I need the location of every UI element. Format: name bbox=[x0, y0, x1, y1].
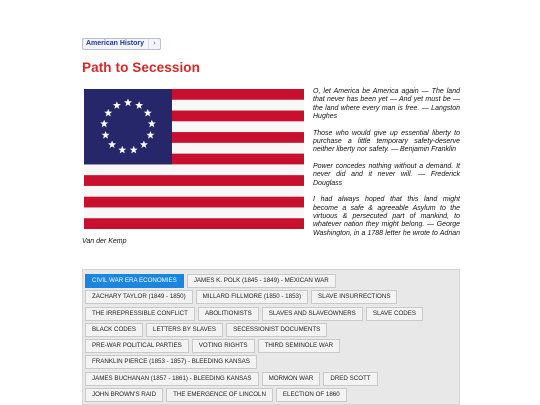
quote-langston-hughes: O, let America be America again — The land that never has been yet — And yet must be — the land where every man is free. — Langston Hughes bbox=[313, 88, 460, 120]
tag-button-the-irrepressible-conflict[interactable]: THE IRREPRESSIBLE CONFLICT bbox=[85, 307, 195, 321]
tag-button-election-of-1860[interactable]: ELECTION OF 1860 bbox=[276, 388, 347, 402]
tag-row bbox=[85, 339, 459, 352]
topic-tags-panel bbox=[82, 269, 460, 405]
tag-button-zachary-taylor-1849-1850[interactable]: ZACHARY TAYLOR (1849 - 1850) bbox=[85, 290, 193, 304]
tag-button-abolitionists[interactable]: ABOLITIONISTS bbox=[198, 307, 259, 321]
page-title: Path to Secession bbox=[82, 60, 200, 75]
tag-button-black-codes[interactable]: BLACK CODES bbox=[85, 323, 143, 337]
tag-button-john-brown-s-raid[interactable]: JOHN BROWN'S RAID bbox=[85, 388, 163, 402]
tag-button-millard-fillmore-1850-1853[interactable]: MILLARD FILLMORE (1850 - 1853) bbox=[196, 290, 308, 304]
chevron-right-icon[interactable]: › bbox=[148, 39, 160, 49]
tag-button-the-emergence-of-lincoln[interactable]: THE EMERGENCE OF LINCOLN bbox=[166, 388, 273, 402]
tag-button-slaves-and-slaveowners[interactable]: SLAVES AND SLAVEOWNERS bbox=[262, 307, 363, 321]
tag-row bbox=[85, 388, 459, 401]
breadcrumb-american-history-link[interactable]: American History bbox=[86, 40, 144, 47]
tag-row bbox=[85, 274, 459, 287]
tag-button-james-k-polk-1845-1849-mexican-war[interactable]: JAMES K. POLK (1845 - 1849) - MEXICAN WAR bbox=[187, 274, 336, 288]
tag-row bbox=[85, 323, 459, 336]
tag-button-james-buchanan-1857-1861-bleeding-kansas[interactable]: JAMES BUCHANAN (1857 - 1861) - BLEEDING KANSAS bbox=[85, 372, 259, 386]
tag-button-mormon-war[interactable]: MORMON WAR bbox=[262, 372, 321, 386]
betsy-ross-flag-image bbox=[84, 89, 304, 229]
tag-button-slave-insurrections[interactable]: SLAVE INSURRECTIONS bbox=[311, 290, 397, 304]
tag-button-dred-scott[interactable]: DRED SCOTT bbox=[323, 372, 377, 386]
tag-button-voting-rights[interactable]: VOTING RIGHTS bbox=[192, 339, 255, 353]
quote-benjamin-franklin: Those who would give up essential liberty to purchase a little temporary safety-deserve neither liberty nor safety. — Benjamin Franklin bbox=[313, 129, 460, 154]
tag-row bbox=[85, 355, 459, 368]
tag-row bbox=[85, 372, 459, 385]
tag-row bbox=[85, 307, 459, 320]
tag-button-letters-by-slaves[interactable]: LETTERS BY SLAVES bbox=[146, 323, 223, 337]
quote-frederick-douglass: Power concedes nothing without a demand. It never did and it never will. — Frederick Douglass bbox=[313, 163, 460, 187]
tag-button-third-seminole-war[interactable]: THIRD SEMINOLE WAR bbox=[258, 339, 341, 353]
tag-row bbox=[85, 290, 459, 303]
tag-button-civil-war-era-economies[interactable]: CIVIL WAR ERA ECONOMIES bbox=[85, 274, 184, 288]
breadcrumb[interactable] bbox=[82, 38, 161, 50]
tag-button-pre-war-political-parties[interactable]: PRE-WAR POLITICAL PARTIES bbox=[85, 339, 189, 353]
tag-button-slave-codes[interactable]: SLAVE CODES bbox=[366, 307, 423, 321]
tag-button-secessionist-documents[interactable]: SECESSIONIST DOCUMENTS bbox=[226, 323, 327, 337]
quote-george-washington: I had always hoped that this land might become a safe & agreeable Asylum to the virtuous & persecuted part of mankind, to whatever nation they might belong. — George Washington, in a 1788 letter he wrote to Adrian Van der Kemp bbox=[82, 196, 460, 245]
tag-button-franklin-pierce-1853-1857-bleeding-kansas[interactable]: FRANKLIN PIERCE (1853 - 1857) - BLEEDING KANSAS bbox=[85, 355, 257, 369]
